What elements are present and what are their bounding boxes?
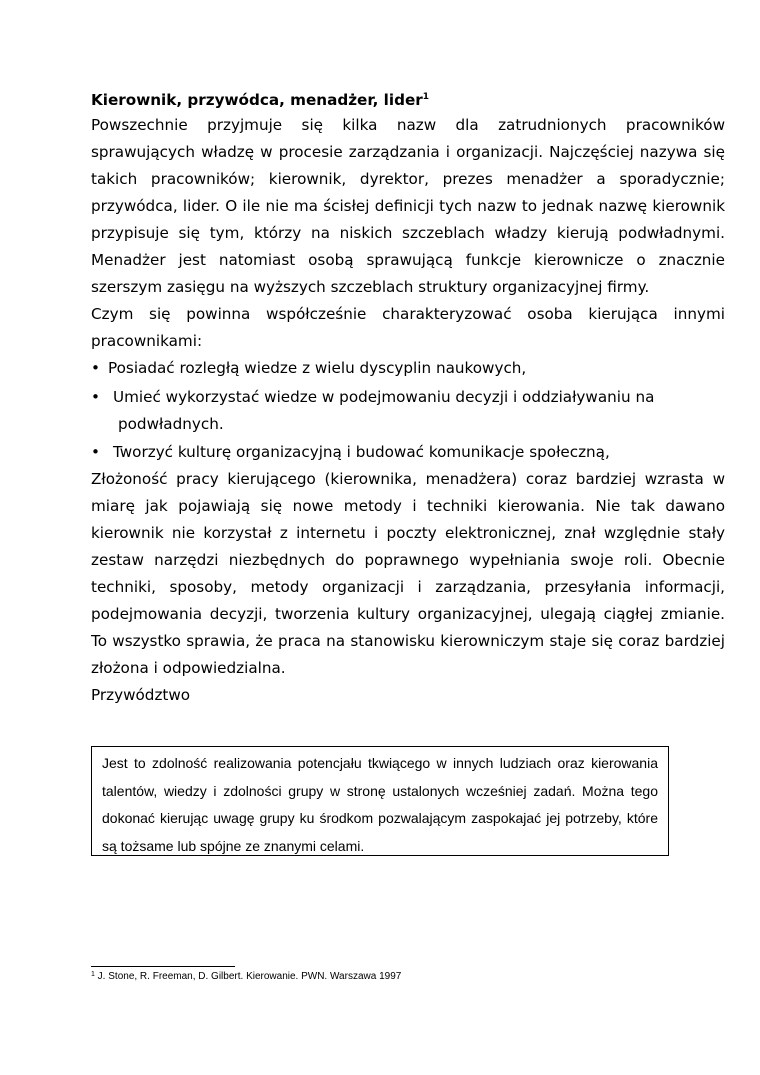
footnote-separator xyxy=(91,966,235,967)
list-item-text: Umieć wykorzystać wiedze w podejmowaniu decyzji i oddziaływaniu na xyxy=(113,388,655,406)
bullet-icon: • xyxy=(91,359,100,377)
subsection-label: Przywództwo xyxy=(91,686,191,704)
list-item xyxy=(91,355,725,382)
list-item xyxy=(91,384,725,438)
definition-box: Jest to zdolność realizowania potencjału tkwiącego w innych ludziach oraz kierowania talentów, wiedzy i zdolności grupy w stronę ustalonych wcześniej zadań. Można tego dokonać kierując uwagę grupy ku środkom pozwalającym zaspokajać jej potrzeby, które są tożsame lub spójne ze znanymi celami. xyxy=(91,746,669,856)
list-item-text-continued: podwładnych. xyxy=(118,415,224,433)
paragraph-intro: Powszechnie przyjmuje się kilka nazw dla zatrudnionych pracowników sprawujących władzę w procesie zarządzania i organizacji. Najczęściej nazywa się takich pracowników; kierownik, dyrektor, prezes menadżer a sporadycznie; przywódca, lider. O ile nie ma ścisłej definicji tych nazw to jednak nazwę kierownik przypisuje się tym, którzy na niskich szczeblach władzy kierują podwładnymi. Menadżer jest natomiast osobą sprawującą funkcje kierownicze o znacznie szerszym zasięgu na wyższych szczeblach struktury organizacyjnej firmy. xyxy=(91,116,725,296)
bullet-icon: • xyxy=(91,388,100,406)
bullet-list xyxy=(91,355,725,466)
list-item-text: Tworzyć kulturę organizacyjną i budować komunikacje społeczną, xyxy=(113,443,610,461)
section-heading xyxy=(91,88,725,112)
heading-text: Kierownik, przywódca, menadżer, lider xyxy=(91,91,423,109)
footnote-number: 1 xyxy=(91,971,95,978)
paragraph-question: Czym się powinna współcześnie charakteryzować osoba kierująca innymi pracownikami: xyxy=(91,305,725,350)
paragraph-complexity: Złożoność pracy kierującego (kierownika, menadżera) coraz bardziej wzrasta w miarę jak pojawiają się nowe metody i techniki kierowania. Nie tak dawano kierownik nie korzystał z internetu i poczty elektronicznej, znał względnie stały zestaw narzędzi niezbędnych do poprawnego wypełniania swoje roli. Obecnie techniki, sposoby, metody organizacji i zarządzania, przesyłania informacji, podejmowania decyzji, tworzenia kultury organizacyjnej, ulegają ciągłej zmianie. To wszystko sprawia, że praca na stanowisku kierowniczym staje się coraz bardziej złożona i odpowiedzialna. xyxy=(91,470,725,677)
footnote xyxy=(91,970,401,984)
list-item-text: Posiadać rozległą wiedze z wielu dyscyplin naukowych, xyxy=(108,359,527,377)
footnote-reference[interactable]: 1 xyxy=(422,92,430,102)
footnote-text: J. Stone, R. Freeman, D. Gilbert. Kierowanie. PWN. Warszawa 1997 xyxy=(94,971,402,982)
list-item xyxy=(91,439,725,466)
document-page xyxy=(91,88,725,709)
bullet-icon: • xyxy=(91,443,100,461)
